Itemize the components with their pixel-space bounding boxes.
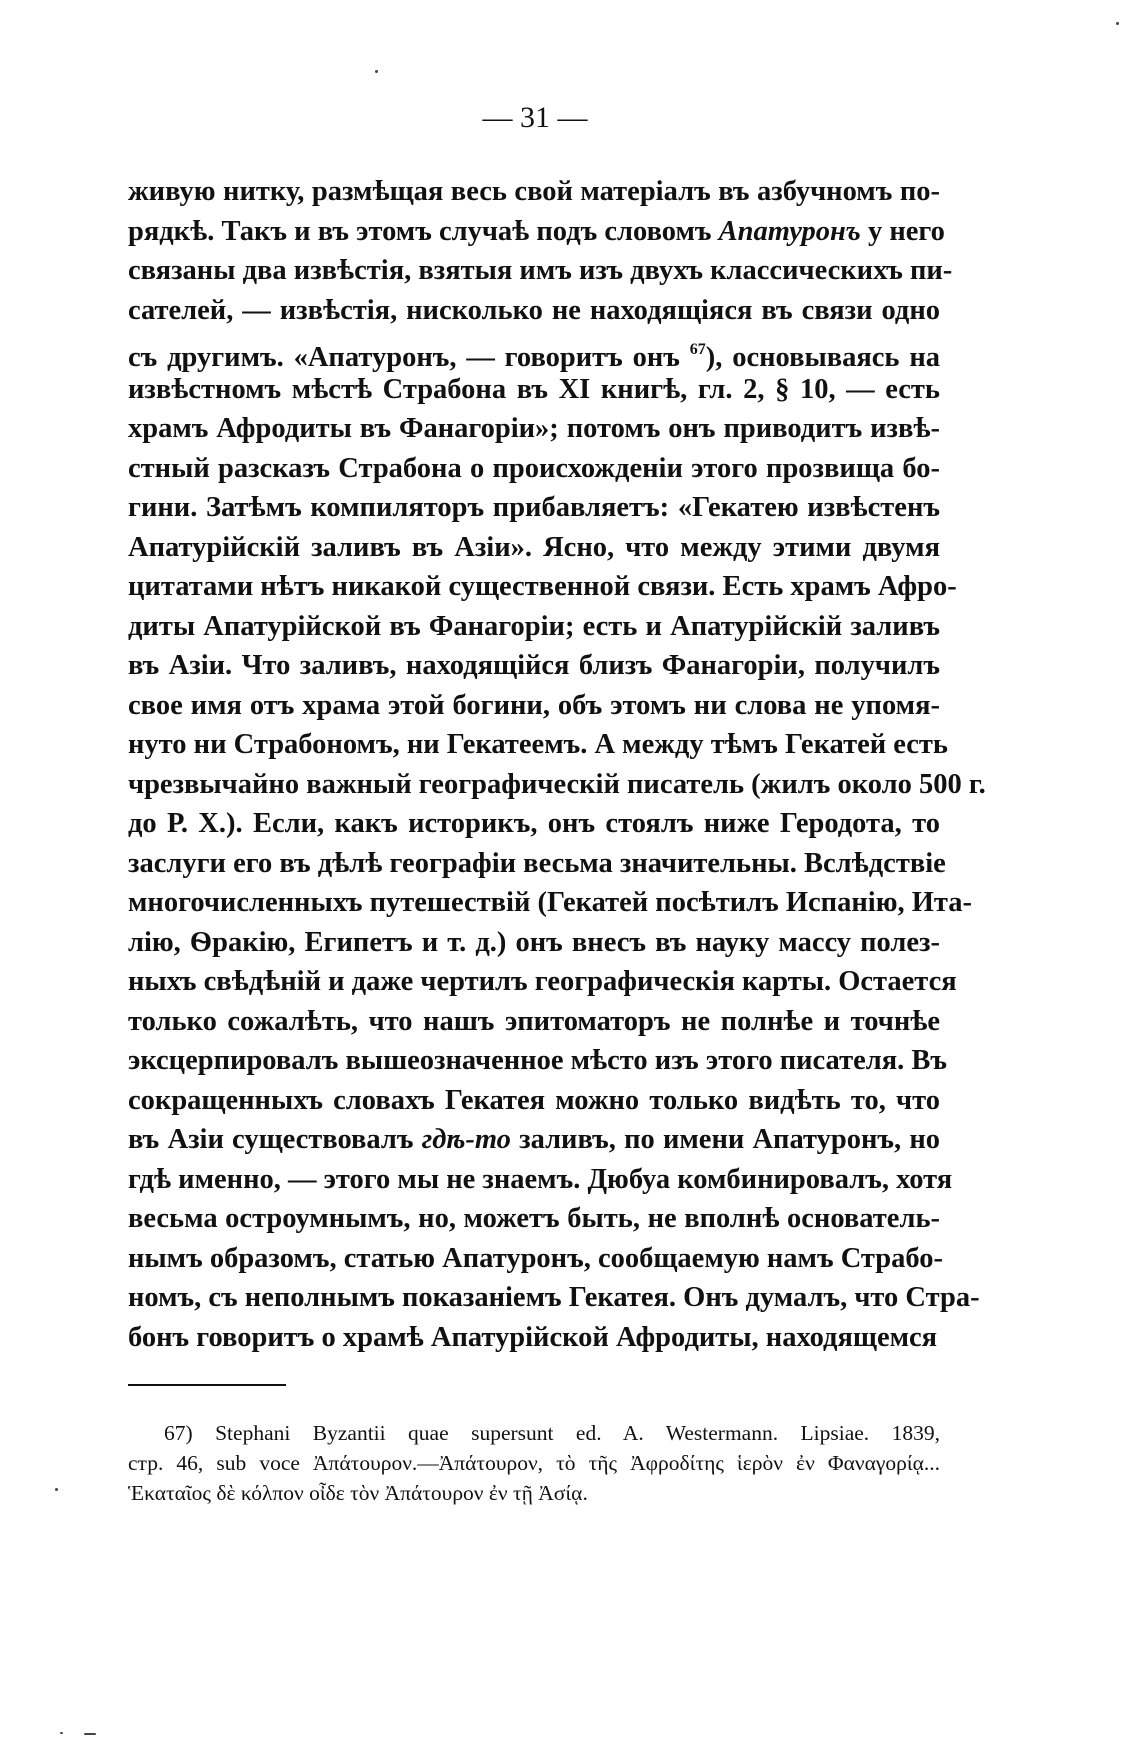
- scan-speck: [55, 1488, 58, 1491]
- text-line: извѣстномъ мѣстѣ Страбона въ XI книгѣ, гл. 2, § 10, — есть: [128, 373, 940, 405]
- text-line: цитатами нѣтъ никакой существенной связи. Есть храмъ Афро-: [128, 571, 957, 602]
- text-run: въ Азіи существовалъ: [128, 1124, 422, 1155]
- footnote-line: стр. 46, sub voce Ἀπάτουρον.—Ἀπάτουρον, τὸ τῆς Ἀφροδίτης ἱερὸν ἐν Φαναγορίᾳ...: [128, 1451, 940, 1475]
- text-run: ), основываясь на: [705, 342, 940, 373]
- text-line: связаны два извѣстія, взятыя имъ изъ двухъ классическихъ пи-: [128, 255, 953, 286]
- text-line: храмъ Афродиты въ Фанагоріи»; потомъ онъ приводитъ извѣ-: [128, 413, 940, 444]
- text-line: [128, 1120, 940, 1160]
- scan-speck: [1116, 22, 1119, 25]
- text-line: диты Апатурійской въ Фанагоріи; есть и Апатурійскій заливъ: [128, 610, 940, 642]
- text-line: многочисленныхъ путешествій (Гекатей посѣтилъ Испанію, Ита-: [128, 887, 972, 918]
- text-line: номъ, съ неполнымъ показаніемъ Гекатея. Онъ думалъ, что Стра-: [128, 1282, 980, 1313]
- text-line: въ Азіи. Что заливъ, находящійся близъ Фанагоріи, получилъ: [128, 650, 940, 681]
- text-line: [128, 330, 940, 373]
- text-line: сокращенныхъ словахъ Гекатея можно только видѣть то, что: [128, 1084, 940, 1116]
- text-line: до Р. X.). Если, какъ историкъ, онъ стоялъ ниже Геродота, то: [128, 808, 940, 839]
- footnote-reference: 67: [689, 341, 706, 358]
- text-line: нымъ образомъ, статью Апатуронъ, сообщаемую намъ Страбо-: [128, 1242, 943, 1274]
- page-number: — 31 —: [482, 101, 588, 134]
- text-line: эксцерпировалъ вышеозначенное мѣсто изъ этого писателя. Въ: [128, 1045, 947, 1076]
- text-line: гдѣ именно, — этого мы не знаемъ. Дюбуа комбинировалъ, хотя: [128, 1163, 953, 1195]
- footnote-line: 67) Stephani Byzantii quae supersunt ed. A. Westermann. Lipsiae. 1839,: [164, 1421, 940, 1445]
- text-run: заливъ, по имени Апатуронъ, но: [510, 1124, 940, 1155]
- scan-speck: [375, 70, 378, 73]
- text-line: только сожалѣть, что нашъ эпитоматоръ не полнѣе и точнѣе: [128, 1005, 940, 1037]
- text-run: рядкѣ. Такъ и въ этомъ случаѣ подъ словомъ: [128, 215, 719, 247]
- text-line: [128, 212, 945, 252]
- text-line: бонъ говоритъ о храмѣ Апатурійской Афродиты, находящемся: [128, 1321, 938, 1353]
- text-line: свое имя отъ храма этой богини, объ этомъ ни слова не упомя-: [128, 689, 940, 721]
- text-line: сателей, — извѣстія, нисколько не находящіяся въ связи одно: [128, 294, 940, 326]
- text-run: съ другимъ. «Апатуронъ, — говоритъ онъ: [128, 342, 690, 373]
- text-line: Апатурійскій заливъ въ Азіи». Ясно, что между этими двумя: [128, 531, 940, 563]
- text-line: лію, Ѳракію, Египетъ и т. д.) онъ внесъ въ науку массу полез-: [128, 926, 940, 958]
- text-run: у него: [860, 215, 945, 247]
- footnote-separator: [128, 1384, 286, 1386]
- text-line: чрезвычайно важный географическій писатель (жилъ около 500 г.: [128, 768, 986, 800]
- text-line: ныхъ свѣдѣній и даже чертилъ географическія карты. Остается: [128, 966, 957, 997]
- text-line: весьма остроумнымъ, но, можетъ быть, не вполнѣ основатель-: [128, 1203, 940, 1234]
- scan-speck: [84, 1733, 96, 1735]
- text-line: гини. Затѣмъ компиляторъ прибавляетъ: «Гекатею извѣстенъ: [128, 492, 940, 523]
- text-line: стный разсказъ Страбона о происхожденіи этого прозвища бо-: [128, 452, 940, 484]
- scan-speck: [60, 1732, 63, 1734]
- text-line: живую нитку, размѣщая весь свой матеріалъ въ азбучномъ по-: [128, 176, 940, 207]
- italic-term: гдѣ-то: [421, 1124, 511, 1155]
- text-line: нуто ни Страбономъ, ни Гекатеемъ. А между тѣмъ Гекатей есть: [128, 729, 948, 760]
- italic-term: Апатуронъ: [718, 215, 861, 247]
- footnote: [128, 1418, 940, 1508]
- body-text: [128, 172, 986, 1357]
- footnote-line: Ἑκαταῖος δὲ κόλπον οἶδε τὸν Ἀπάτουρον ἐν τῇ Ἀσίᾳ.: [128, 1481, 588, 1505]
- text-line: заслуги его въ дѣлѣ географіи весьма значительны. Вслѣдствіе: [128, 847, 946, 879]
